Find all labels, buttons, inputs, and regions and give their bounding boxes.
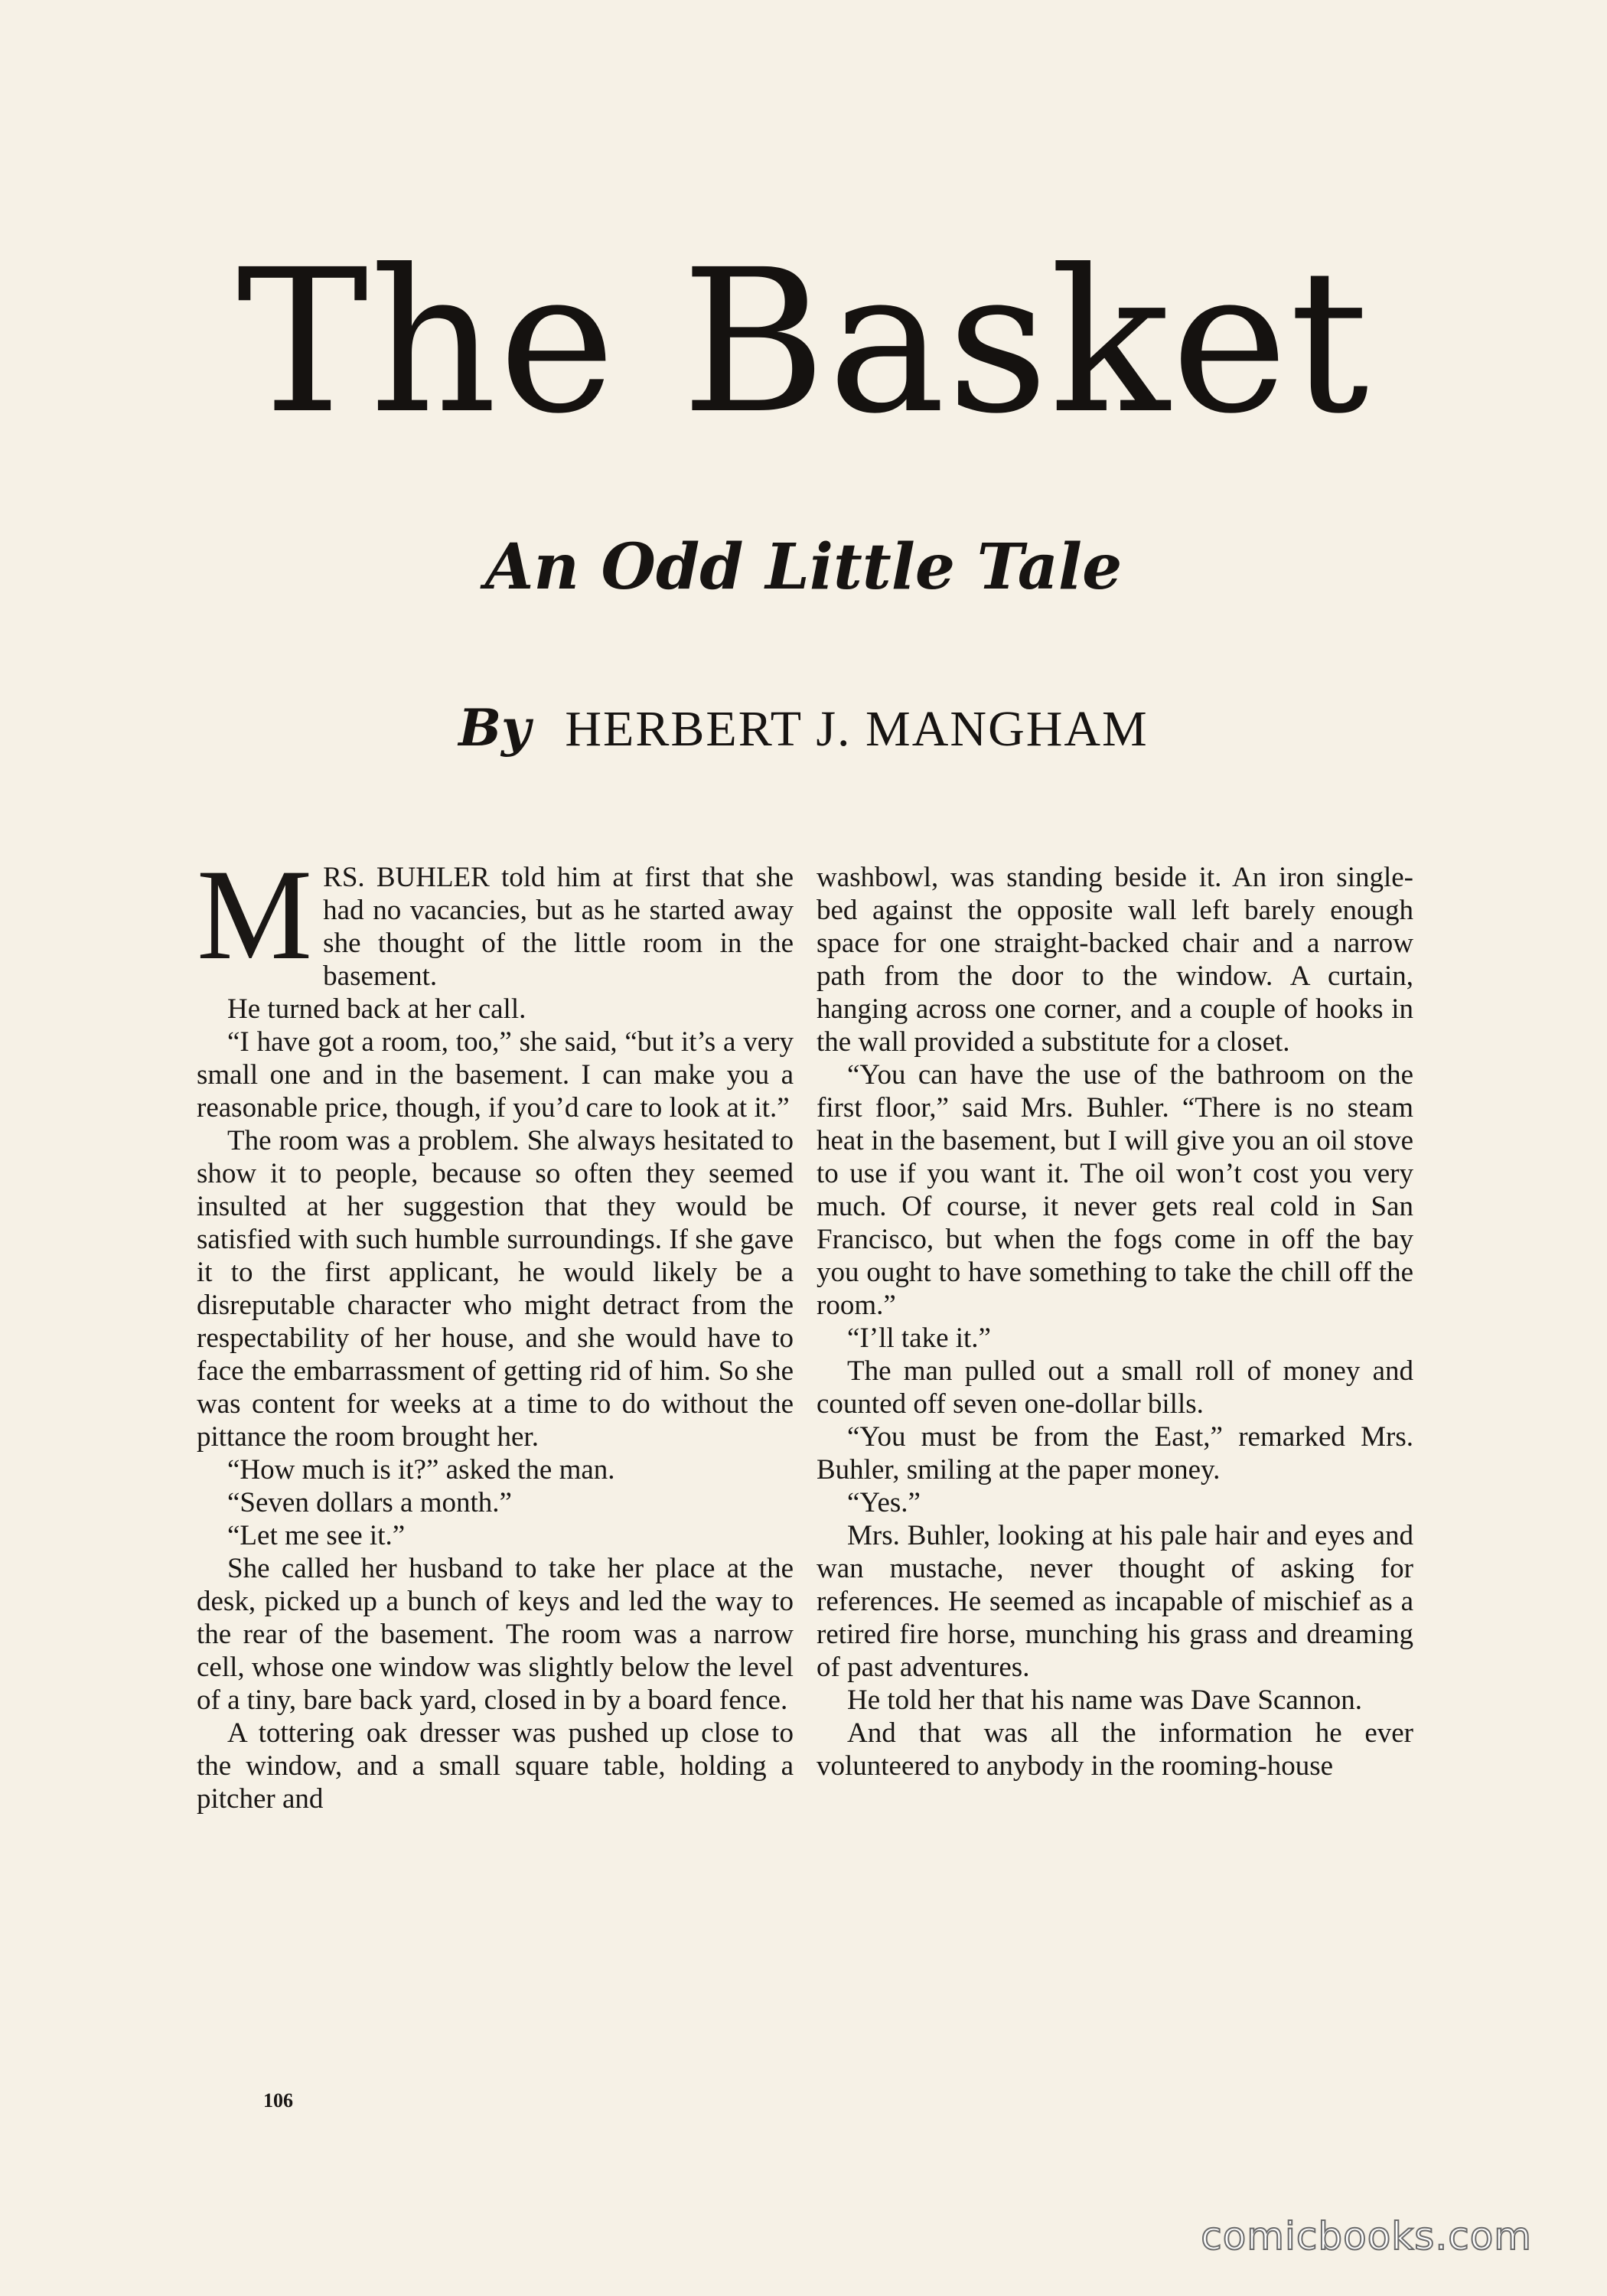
paragraph: “I have got a room, too,” she said, “but it’s a very small one and in the basement. I can make you a reasonable price, though, if you’d care to look at it.” xyxy=(197,1026,794,1124)
paragraph: “Yes.” xyxy=(847,1487,921,1518)
paragraph-text: RS. BUHLER told him at first that she had no vacancies, but as he started away she thought of the little room in the basement. xyxy=(323,862,794,992)
author-name: HERBERT J. MANGHAM xyxy=(565,701,1149,757)
paragraph: A tottering oak dresser was pushed up close to the window, and a small square table, holding a pitcher and xyxy=(197,1717,794,1815)
drop-cap: M xyxy=(197,843,313,987)
paragraph: “You must be from the East,” remarked Mrs. Buhler, smiling at the paper money. xyxy=(817,1421,1413,1486)
paragraph: “How much is it?” asked the man. xyxy=(227,1454,615,1486)
paragraph: Mrs. Buhler, looking at his pale hair and eyes and wan mustache, never thought of asking for references. He seemed as incapable of mischief as a retired fire horse, munching his grass and dreaming of past adventures. xyxy=(817,1520,1413,1683)
paragraph: “Seven dollars a month.” xyxy=(227,1487,512,1518)
paragraph: washbowl, was standing beside it. An iron single-bed against the opposite wall left barely enough space for one straight-backed chair and a narrow path from the door to the window. A curtain, hanging across one corner, and a couple of hooks in the wall provided a substitute for a closet. xyxy=(817,862,1413,1058)
paragraph xyxy=(197,843,794,993)
paragraph: The man pulled out a small roll of money and counted off seven one-dollar bills. xyxy=(817,1355,1413,1420)
paragraph: He told her that his name was Dave Scannon. xyxy=(847,1684,1363,1716)
paragraph: “Let me see it.” xyxy=(227,1520,406,1551)
paragraph: The room was a problem. She always hesitated to show it to people, because so often they seemed insulted at her suggestion that they would be satisfied with such humble surroundings. If she gave it to the first applicant, he would likely be a disreputable character who might detract from the respectability of her house, and she would have to face the embarrassment of getting rid of him. So she was content for weeks at a time to do without the pittance the room brought her. xyxy=(197,1125,794,1453)
story-title: The Basket xyxy=(236,227,1371,457)
paragraph: He turned back at her call. xyxy=(227,993,526,1025)
paragraph: She called her husband to take her place at the desk, picked up a bunch of keys and led the way to the rear of the basement. The room was a narrow cell, whose one window was slightly below the level of a tiny, bare back yard, closed in by a board fence. xyxy=(197,1553,794,1716)
site-watermark: comicbooks.com xyxy=(1201,2214,1532,2258)
paragraph: And that was all the information he ever volunteered to anybody in the rooming-house xyxy=(817,1717,1413,1782)
text-column-right xyxy=(817,861,1413,1782)
story-subtitle: An Odd Little Tale xyxy=(484,530,1123,604)
byline xyxy=(0,698,1607,758)
page-number: 106 xyxy=(263,2089,293,2112)
paragraph: “I’ll take it.” xyxy=(847,1322,991,1354)
text-column-left xyxy=(197,843,794,1815)
byline-prefix: By xyxy=(458,698,531,758)
paragraph: “You can have the use of the bathroom on the first floor,” said Mrs. Buhler. “There is no steam heat in the basement, but I will give you an oil stove to use if you want it. The oil won’t cost you very much. Of course, it never gets real cold in San Francisco, but when the fogs come in off the bay you ought to have something to take the chill off the room.” xyxy=(817,1059,1413,1321)
